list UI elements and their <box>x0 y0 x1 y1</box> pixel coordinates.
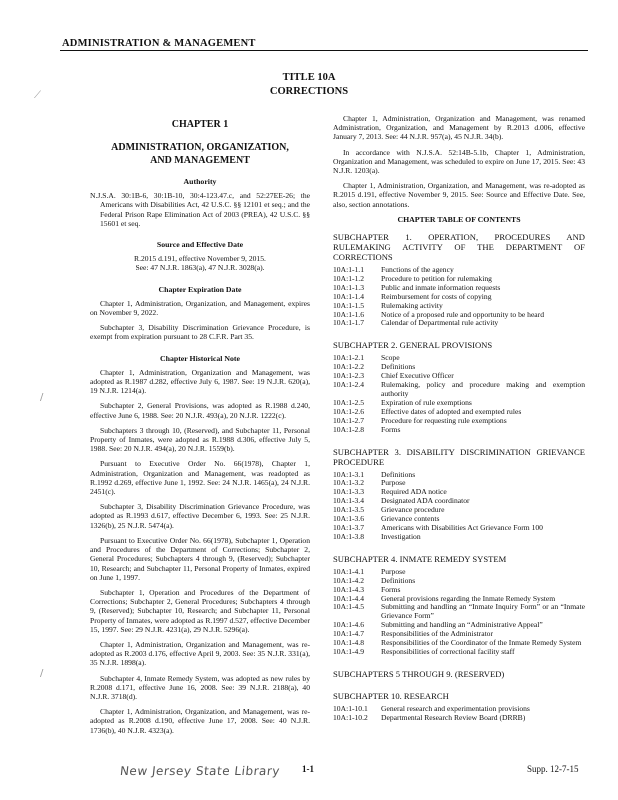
subchapter-section-list <box>333 471 585 542</box>
toc-row <box>333 293 585 302</box>
section-title: Responsibilities of the Coordinator of the Inmate Remedy System <box>381 638 582 648</box>
running-head: ADMINISTRATION & MANAGEMENT <box>62 38 256 49</box>
section-title: Notice of a proposed rule and opportunity to be heard <box>381 309 545 319</box>
toc-row <box>333 479 585 488</box>
toc-row <box>333 648 585 657</box>
toc-row <box>333 497 585 506</box>
section-number: 10A:1-2.1 <box>333 353 365 363</box>
section-number: 10A:1-1.2 <box>333 273 365 283</box>
history-paragraph: Chapter 1, Administration, Organization, and Management, was re-adopted as R.2008 d.190, effective June 17, 2008. See: 40 N.J.R. 1736(b), 40 N.J.R. 4323(a). <box>90 707 310 735</box>
section-title: Expiration of rule exemptions <box>381 397 472 407</box>
toc-row <box>333 524 585 533</box>
section-number: 10A:1-4.4 <box>333 593 365 603</box>
expiration-heading: Chapter Expiration Date <box>158 284 242 294</box>
section-title: Effective dates of adopted and exempted rules <box>381 406 522 416</box>
section-number: 10A:1-1.4 <box>333 291 365 301</box>
section-title: Required ADA notice <box>381 487 447 497</box>
section-number: 10A:1-3.6 <box>333 514 365 524</box>
toc-row <box>333 354 585 363</box>
subchapter-title: SUBCHAPTER 1. OPERATION, PROCEDURES AND RULEMAKING ACTIVITY OF THE DEPARTMENT OF CORRECTIONS <box>333 232 585 263</box>
section-number: 10A:1-1.5 <box>333 300 365 310</box>
section-title: Procedure to petition for rulemaking <box>381 273 492 283</box>
right-column <box>333 114 585 723</box>
toc-row <box>333 426 585 435</box>
section-title: General provisions regarding the Inmate Remedy System <box>381 593 556 603</box>
expiration-paragraph: Chapter 1, Administration, Organization, and Management, expires on November 9, 2022. <box>90 298 310 318</box>
section-title: Investigation <box>381 531 421 541</box>
section-title: Definitions <box>381 575 416 585</box>
table-of-contents <box>333 232 585 723</box>
toc-row <box>333 363 585 372</box>
chapter-label: CHAPTER 1 <box>171 119 229 130</box>
section-number: 10A:1-2.8 <box>333 424 365 434</box>
toc-row <box>333 506 585 515</box>
history-paragraph: Subchapter 4, Inmate Remedy System, was adopted as new rules by R.2008 d.171, effective June 16, 2008. See: 39 N.J.R. 2188(a), 40 N.J.R. 3718(d). <box>90 673 310 701</box>
history-paragraph: Subchapters 3 through 10, (Reserved), and Subchapter 11, Personal Property of Inmates, were adopted as R.1988 d.306, effective July 5, 1988. See: 20 N.J.R. 494(a), 20 N.J.R. 1559(b). <box>90 425 310 454</box>
subchapter-title: SUBCHAPTER 10. RESEARCH <box>333 690 449 701</box>
subchapter-section-list <box>333 354 585 434</box>
section-title: Americans with Disabilities Act Grievance Form 100 <box>381 522 543 532</box>
section-number: 10A:1-1.3 <box>333 282 365 292</box>
authority-text: N.J.S.A. 30:1B-6, 30:1B-10, 30:4-123.47.c, and 52:27EE-26; the Americans with Disabilities Act, 42 U.S.C. §§ 12101 et seq.; and the Federal Prison Rape Elimination Act of 2003 (PREA), 42 U.S.C. §§ 15601 et seq. <box>90 191 310 228</box>
toc-row <box>333 417 585 426</box>
section-number: 10A:1-2.2 <box>333 362 365 372</box>
section-title: Forms <box>381 584 401 594</box>
left-column <box>90 118 310 741</box>
title: TITLE 10A <box>282 72 336 83</box>
section-number: 10A:1-3.8 <box>333 531 365 541</box>
history-paragraph: Subchapter 2, General Provisions, was adopted as R.1988 d.240, effective June 6, 1988. See: 20 N.J.R. 493(a), 20 N.J.R. 1222(c). <box>90 401 310 420</box>
history-paragraph: Chapter 1, Administration, Organization and Management, was re-adopted as R.2003 d.176, effective April 9, 2003. See: 35 N.J.R. 331(a), 35 N.J.R. 1898(a). <box>90 639 310 668</box>
section-number: 10A:1-1.1 <box>333 265 365 275</box>
margin-mark: / <box>40 392 44 403</box>
subchapter-section-list <box>333 266 585 328</box>
section-title: Procedure for requesting rule exemptions <box>381 415 507 425</box>
section-title: Calendar of Departmental rule activity <box>381 318 499 328</box>
toc-row <box>333 381 585 399</box>
section-number: 10A:1-3.1 <box>333 469 365 479</box>
history-heading: Chapter Historical Note <box>160 353 240 363</box>
section-title: Scope <box>381 353 400 363</box>
section-number: 10A:1-4.7 <box>333 629 365 639</box>
section-number: 10A:1-3.4 <box>333 496 365 506</box>
section-number: 10A:1-4.3 <box>333 584 365 594</box>
section-title: Functions of the agency <box>381 265 454 275</box>
section-number: 10A:1-3.3 <box>333 487 365 497</box>
subchapter-section-list <box>333 705 585 723</box>
section-title: General research and experimentation provisions <box>381 703 530 713</box>
section-number: 10A:1-10.2 <box>333 712 368 722</box>
toc-row <box>333 533 585 542</box>
section-title: Grievance contents <box>381 514 440 524</box>
toc-row <box>333 568 585 577</box>
section-title: Forms <box>381 424 401 434</box>
section-number: 10A:1-2.6 <box>333 406 365 416</box>
section-title: Rulemaking activity <box>381 300 443 310</box>
right-paragraph: In accordance with N.J.S.A. 52:14B-5.1b, Chapter 1, Administration, Organization and Management, was scheduled to expire on June 17, 2015. See: 43 N.J.R. 1203(a). <box>333 147 585 176</box>
section-number: 10A:1-3.2 <box>333 478 365 488</box>
subchapter-section-list <box>333 568 585 657</box>
section-number: 10A:1-2.7 <box>333 415 365 425</box>
margin-mark: / <box>40 668 44 679</box>
section-number: 10A:1-4.2 <box>333 575 365 585</box>
section-title: Definitions <box>381 362 416 372</box>
section-title: Submitting and handling an “Administrative Appeal” <box>381 620 543 630</box>
section-number: 10A:1-2.3 <box>333 371 365 381</box>
section-title: Purpose <box>381 566 406 576</box>
subchapter-title: SUBCHAPTERS 5 THROUGH 9. (RESERVED) <box>333 668 505 679</box>
section-number: 10A:1-1.7 <box>333 318 365 328</box>
source-heading: Source and Effective Date <box>156 240 244 250</box>
subchapter-title: SUBCHAPTER 4. INMATE REMEDY SYSTEM <box>333 553 507 564</box>
subtitle: CORRECTIONS <box>269 86 349 97</box>
subchapter-title: SUBCHAPTER 2. GENERAL PROVISIONS <box>333 340 493 351</box>
section-title: Purpose <box>381 478 406 488</box>
right-paragraph: Chapter 1, Administration, Organization, and Management, was re-adopted as R.2015 d.191, effective November 9, 2015. See: Source and Effective Date. See, also, section annotations. <box>333 181 585 209</box>
section-title: Designated ADA coordinator <box>381 496 470 506</box>
section-title: Reimbursement for costs of copying <box>381 291 492 301</box>
section-number: 10A:1-1.6 <box>333 309 365 319</box>
section-number: 10A:1-4.9 <box>333 646 365 656</box>
section-title: Rulemaking, policy and procedure making and exemption authority <box>381 380 585 398</box>
section-number: 10A:1-4.5 <box>333 602 365 612</box>
toc-row <box>333 714 585 723</box>
section-title: Definitions <box>381 469 416 479</box>
history-paragraph: Pursuant to Executive Order No. 66(1978), Chapter 1, Administration, Organization and Management, was readopted as R.1992 d.269, effective June 1, 1992. See: 24 N.J.R. 1465(a), 24 N.J.R. 2451(c). <box>90 459 310 497</box>
toc-row <box>333 577 585 586</box>
subchapter-title: SUBCHAPTER 3. DISABILITY DISCRIMINATION GRIEVANCE PROCEDURE <box>333 446 585 467</box>
source-line-2: See: 47 N.J.R. 1863(a), 47 N.J.R. 3028(a). <box>135 263 265 273</box>
page-number: 1-1 <box>302 764 314 774</box>
supplement-date: Supp. 12-7-15 <box>527 764 579 774</box>
chapter-name: ADMINISTRATION, ORGANIZATION, AND MANAGEMENT <box>111 142 289 166</box>
history-paragraph: Subchapter 3, Disability Discrimination Grievance Procedure, was adopted as R.1993 d.617, effective December 6, 1993. See: 25 N.J.R. 1326(b), 25 N.J.R. 5474(a). <box>90 502 310 530</box>
section-title: Departmental Research Review Board (DRRB) <box>381 712 526 722</box>
section-number: 10A:1-2.4 <box>333 380 365 390</box>
history-paragraph: Pursuant to Executive Order No. 66(1978), Subchapter 1, Operation and Procedures of the Department of Corrections; Subchapter 2, General Procedures; Subchapters 4 through 9, (Reserved); Subchapter 10, Research; and Subchapter 11, Personal Property of Inmates, expired on June 1, 1997. <box>90 535 310 582</box>
history-paragraph: Subchapter 1, Operation and Procedures of the Department of Corrections; Subchapter 2, General Procedures; Subchapters 4 through 9, (Reserved); Subchapter 10, Research; and Subchapter 11, Personal Property of Inmates, were adopted as R.1997 d.527, effective December 15, 1997. See: 29 N.J.R. 4231(a), 29 N.J.R. 5296(a). <box>90 587 310 634</box>
toc-row <box>333 471 585 480</box>
history-paragraph: Chapter 1, Administration, Organization and Management, was adopted as R.1987 d.282, effective July 6, 1987. See: 19 N.J.R. 620(a), 19 N.J.R. 1214(a). <box>90 367 310 396</box>
section-title: Responsibilities of the Administrator <box>381 629 494 639</box>
header-rule <box>60 50 588 51</box>
section-title: Public and inmate information requests <box>381 282 501 292</box>
section-title: Submitting and handling an “Inmate Inquiry Form” or an “Inmate Grievance Form” <box>381 602 585 621</box>
section-title: Chief Executive Officer <box>381 371 454 381</box>
toc-heading: CHAPTER TABLE OF CONTENTS <box>397 214 521 224</box>
section-number: 10A:1-3.5 <box>333 505 365 515</box>
section-number: 10A:1-3.7 <box>333 522 365 532</box>
toc-row <box>333 319 585 328</box>
source-line-1: R.2015 d.191, effective November 9, 2015. <box>134 254 266 264</box>
section-number: 10A:1-4.6 <box>333 620 365 630</box>
library-stamp: New Jersey State Library <box>119 764 281 778</box>
expiration-paragraph: Subchapter 3, Disability Discrimination Grievance Procedure, is exempt from expiration pursuant to 28 C.F.R. Part 35. <box>90 323 310 342</box>
toc-row <box>333 603 585 621</box>
section-title: Grievance procedure <box>381 505 445 515</box>
section-number: 10A:1-4.1 <box>333 566 365 576</box>
margin-mark: ⟋ <box>34 90 41 101</box>
right-paragraph: Chapter 1, Administration, Organization and Management, was renamed Administration, Organization, and Management by R.2013 d.006, effective January 7, 2013. See: 44 N.J.R. 957(a), 45 N.J.R. 34(b). <box>333 114 585 142</box>
section-title: Responsibilities of correctional facility staff <box>381 646 515 656</box>
section-number: 10A:1-10.1 <box>333 703 368 713</box>
authority-heading: Authority <box>183 177 217 186</box>
section-number: 10A:1-4.8 <box>333 638 365 648</box>
section-number: 10A:1-2.5 <box>333 397 365 407</box>
